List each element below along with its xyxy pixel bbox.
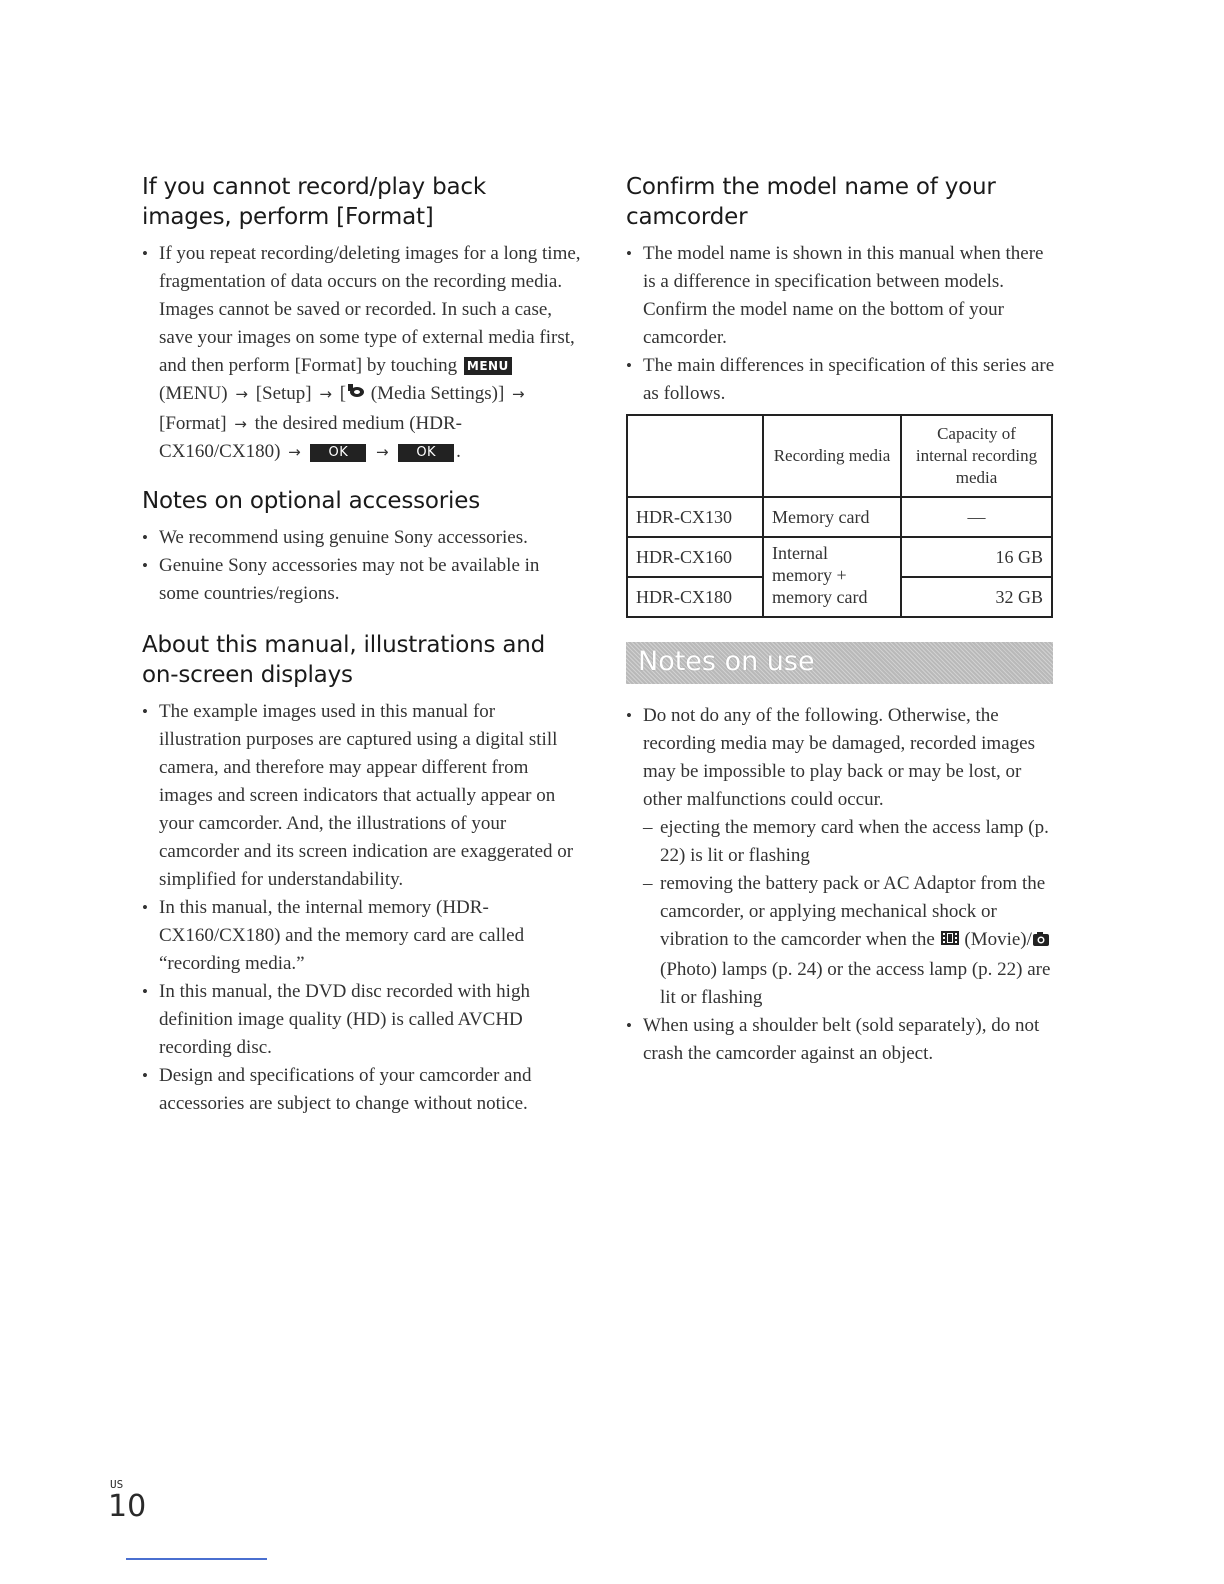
notes-list <box>626 702 1056 1068</box>
right-column <box>626 172 1056 1082</box>
list-item: • The model name is shown in this manual when there is a difference in specification between models. Confirm the model name on the bottom of your camcorder. <box>626 240 1056 352</box>
sub-text: (Photo) lamps (p. 24) or the access lamp (p. 22) are lit or flashing <box>660 959 1051 1008</box>
ok-button-icon: OK <box>398 444 454 462</box>
media-settings-label: (Media Settings)] <box>370 383 505 404</box>
model-cell: HDR-CX180 <box>627 577 763 617</box>
format-intro-text: If you repeat recording/deleting images for a long time, fragmentation of data occurs on the recording media. Images cannot be saved or recorded. In such a case, save your images on some type of external media first, and then perform [Format] by touching <box>159 243 581 376</box>
heading-accessories: Notes on optional accessories <box>142 488 480 514</box>
sub-text: (Movie)/ <box>964 929 1032 950</box>
arrow-icon: → <box>512 385 525 403</box>
arrow-icon: → <box>319 385 332 403</box>
capacity-cell: — <box>901 497 1052 537</box>
sub-list-item: – ejecting the memory card when the access lamp (p. 22) is lit or flashing <box>643 814 1056 870</box>
media-settings-icon <box>346 382 366 410</box>
sub-list <box>643 814 1056 1012</box>
photo-icon <box>1032 928 1050 956</box>
manual-list <box>142 698 582 1118</box>
menu-label: (MENU) <box>159 383 228 404</box>
table-header-media: Recording media <box>763 415 901 497</box>
heading-about-manual: About this manual, illustrations and on-screen displays <box>142 632 546 688</box>
page-number-block <box>108 1478 146 1523</box>
model-list <box>626 240 1056 408</box>
left-column <box>142 172 582 1132</box>
capacity-cell: 16 GB <box>901 537 1052 577</box>
capacity-cell: 32 GB <box>901 577 1052 617</box>
table-header-capacity: Capacity of internal recording media <box>901 415 1052 497</box>
bracket-open: [ <box>339 383 347 404</box>
table-row <box>627 537 1052 577</box>
notes-on-use-banner <box>626 642 1053 684</box>
media-cell: Internal memory + memory card <box>763 537 901 617</box>
ok-button-icon: OK <box>310 444 366 462</box>
arrow-icon: → <box>288 443 301 461</box>
list-item: • The main differences in specification of this series are as follows. <box>626 352 1056 408</box>
menu-button-icon: MENU <box>464 357 512 375</box>
arrow-icon: → <box>376 443 389 461</box>
model-cell: HDR-CX130 <box>627 497 763 537</box>
heading-format: If you cannot record/play back images, perform [Format] <box>142 174 486 230</box>
list-item: • Genuine Sony accessories may not be available in some countries/regions. <box>142 552 582 608</box>
note-text: Do not do any of the following. Otherwise, the recording media may be damaged, recorded images may be impossible to play back or may be lost, or other malfunctions could occur. <box>643 705 1035 810</box>
table-row <box>627 497 1052 537</box>
movie-icon <box>940 928 960 956</box>
accessories-list <box>142 524 582 608</box>
list-item: • When using a shoulder belt (sold separately), do not crash the camcorder against an object. <box>626 1012 1056 1068</box>
notes-on-use-title: Notes on use <box>638 646 815 677</box>
period: . <box>456 441 461 462</box>
list-item: • We recommend using genuine Sony accessories. <box>142 524 582 552</box>
table-header-empty <box>627 415 763 497</box>
table-header-row <box>627 415 1052 497</box>
sub-list-item <box>643 870 1056 1012</box>
list-item: • In this manual, the DVD disc recorded with high definition image quality (HD) is called AVCHD recording disc. <box>142 978 582 1062</box>
spec-table <box>626 414 1053 618</box>
arrow-icon: → <box>234 415 247 433</box>
region-code: US <box>110 1478 124 1491</box>
sub-text: removing the battery pack or AC Adaptor from the camcorder, or applying mechanical shock or vibration to the camcorder when the <box>660 873 1046 950</box>
list-item: • In this manual, the internal memory (HDR-CX160/CX180) and the memory card are called “recording media.” <box>142 894 582 978</box>
format-label: [Format] <box>159 413 227 434</box>
footer-rule <box>126 1558 267 1560</box>
model-cell: HDR-CX160 <box>627 537 763 577</box>
medium-label: the desired medium (HDR-CX160/CX180) <box>159 413 462 462</box>
list-item: • The example images used in this manual for illustration purposes are captured using a digital still camera, and therefore may appear different from images and screen indicators that actually appear on your camcorder. And, the illustrations of your camcorder and its screen indication are exaggerated or simplified for understandability. <box>142 698 582 894</box>
page-number: 10 <box>108 1489 147 1524</box>
heading-model-name: Confirm the model name of your camcorder <box>626 174 996 230</box>
format-instruction <box>142 240 582 466</box>
setup-label: [Setup] <box>255 383 312 404</box>
list-item: • Design and specifications of your camcorder and accessories are subject to change without notice. <box>142 1062 582 1118</box>
list-item <box>626 702 1056 1012</box>
arrow-icon: → <box>235 385 248 403</box>
media-cell: Memory card <box>763 497 901 537</box>
format-list <box>142 240 582 466</box>
